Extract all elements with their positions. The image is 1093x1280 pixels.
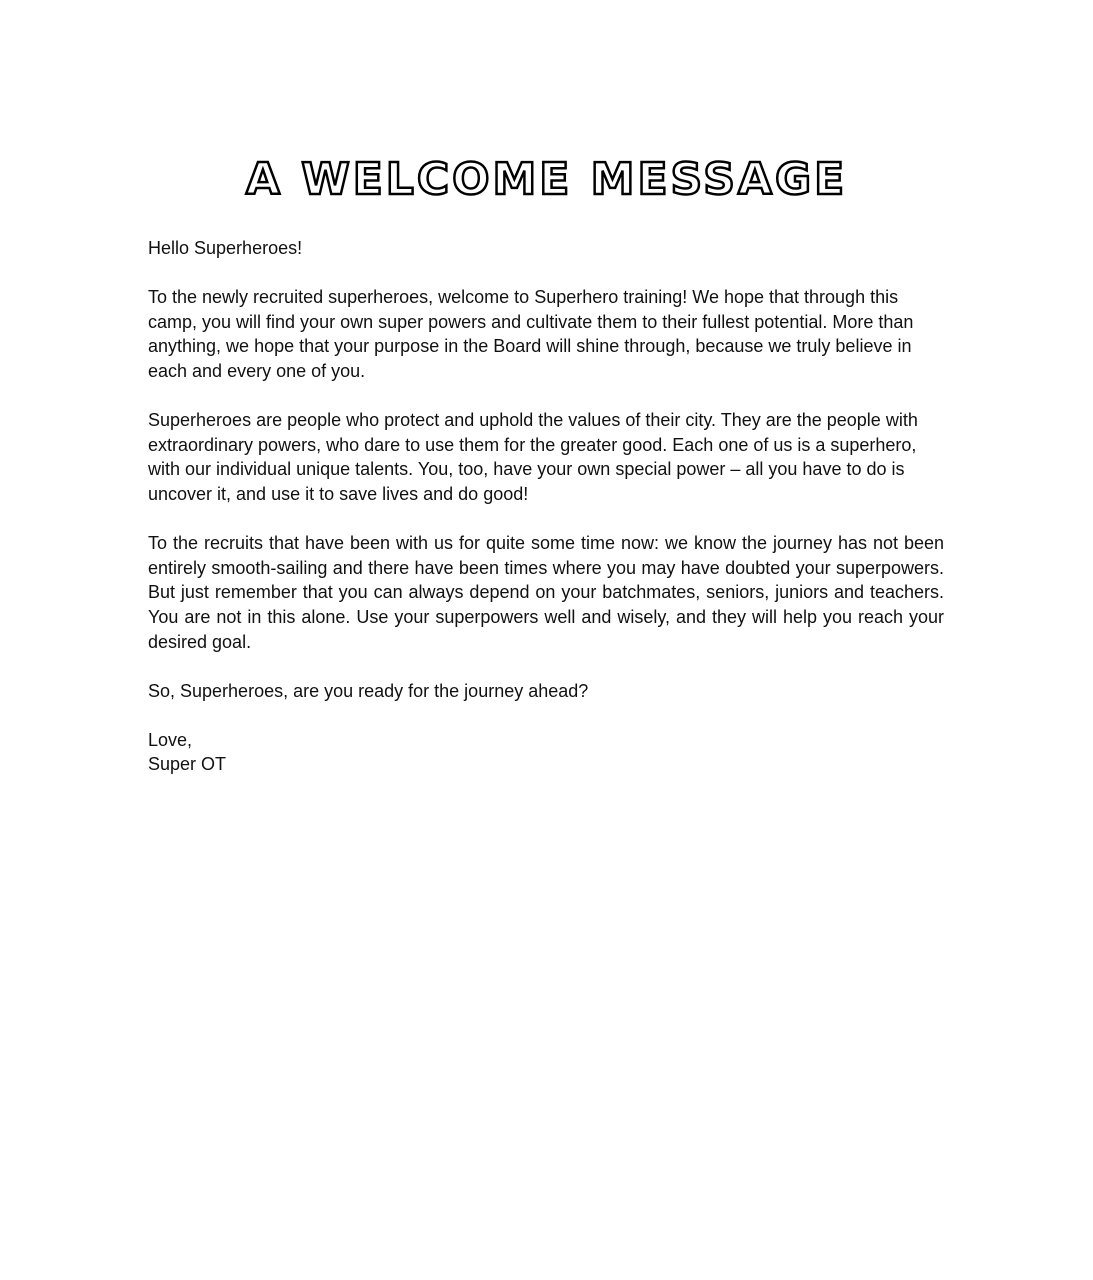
paragraph-welcome: To the newly recruited superheroes, welcome to Superhero training! We hope that through this camp, you will find your own super powers and cultivate them to their fullest potential. More than anything, we hope that your purpose in the Board will shine through, because we truly believe in each and every one of you.	[148, 287, 914, 381]
closing-line: Love,	[148, 729, 193, 750]
signature: Super OT	[148, 754, 227, 775]
greeting: Hello Superheroes!	[148, 238, 303, 258]
paragraph-recruits: To the recruits that have been with us for quite some time now: we know the journey has not been entirely smooth-sailing and there have been times where you may have doubted your superpowers. But just remember that you can always depend on your batchmates, seniors, juniors and teachers. You are not in this alone. Use your superpowers well and wisely, and they will help you reach your desired goal.	[148, 533, 944, 652]
letter-body	[148, 236, 944, 777]
closing-question: So, Superheroes, are you ready for the journey ahead?	[148, 680, 589, 701]
page-title: A WELCOME MESSAGE	[245, 154, 848, 205]
paragraph-superheroes: Superheroes are people who protect and uphold the values of their city. They are the people with extraordinary powers, who dare to use them for the greater good. Each one of us is a superhero, with our individual unique talents. You, too, have your own special power – all you have to do is uncover it, and use it to save lives and do good!	[148, 410, 918, 504]
